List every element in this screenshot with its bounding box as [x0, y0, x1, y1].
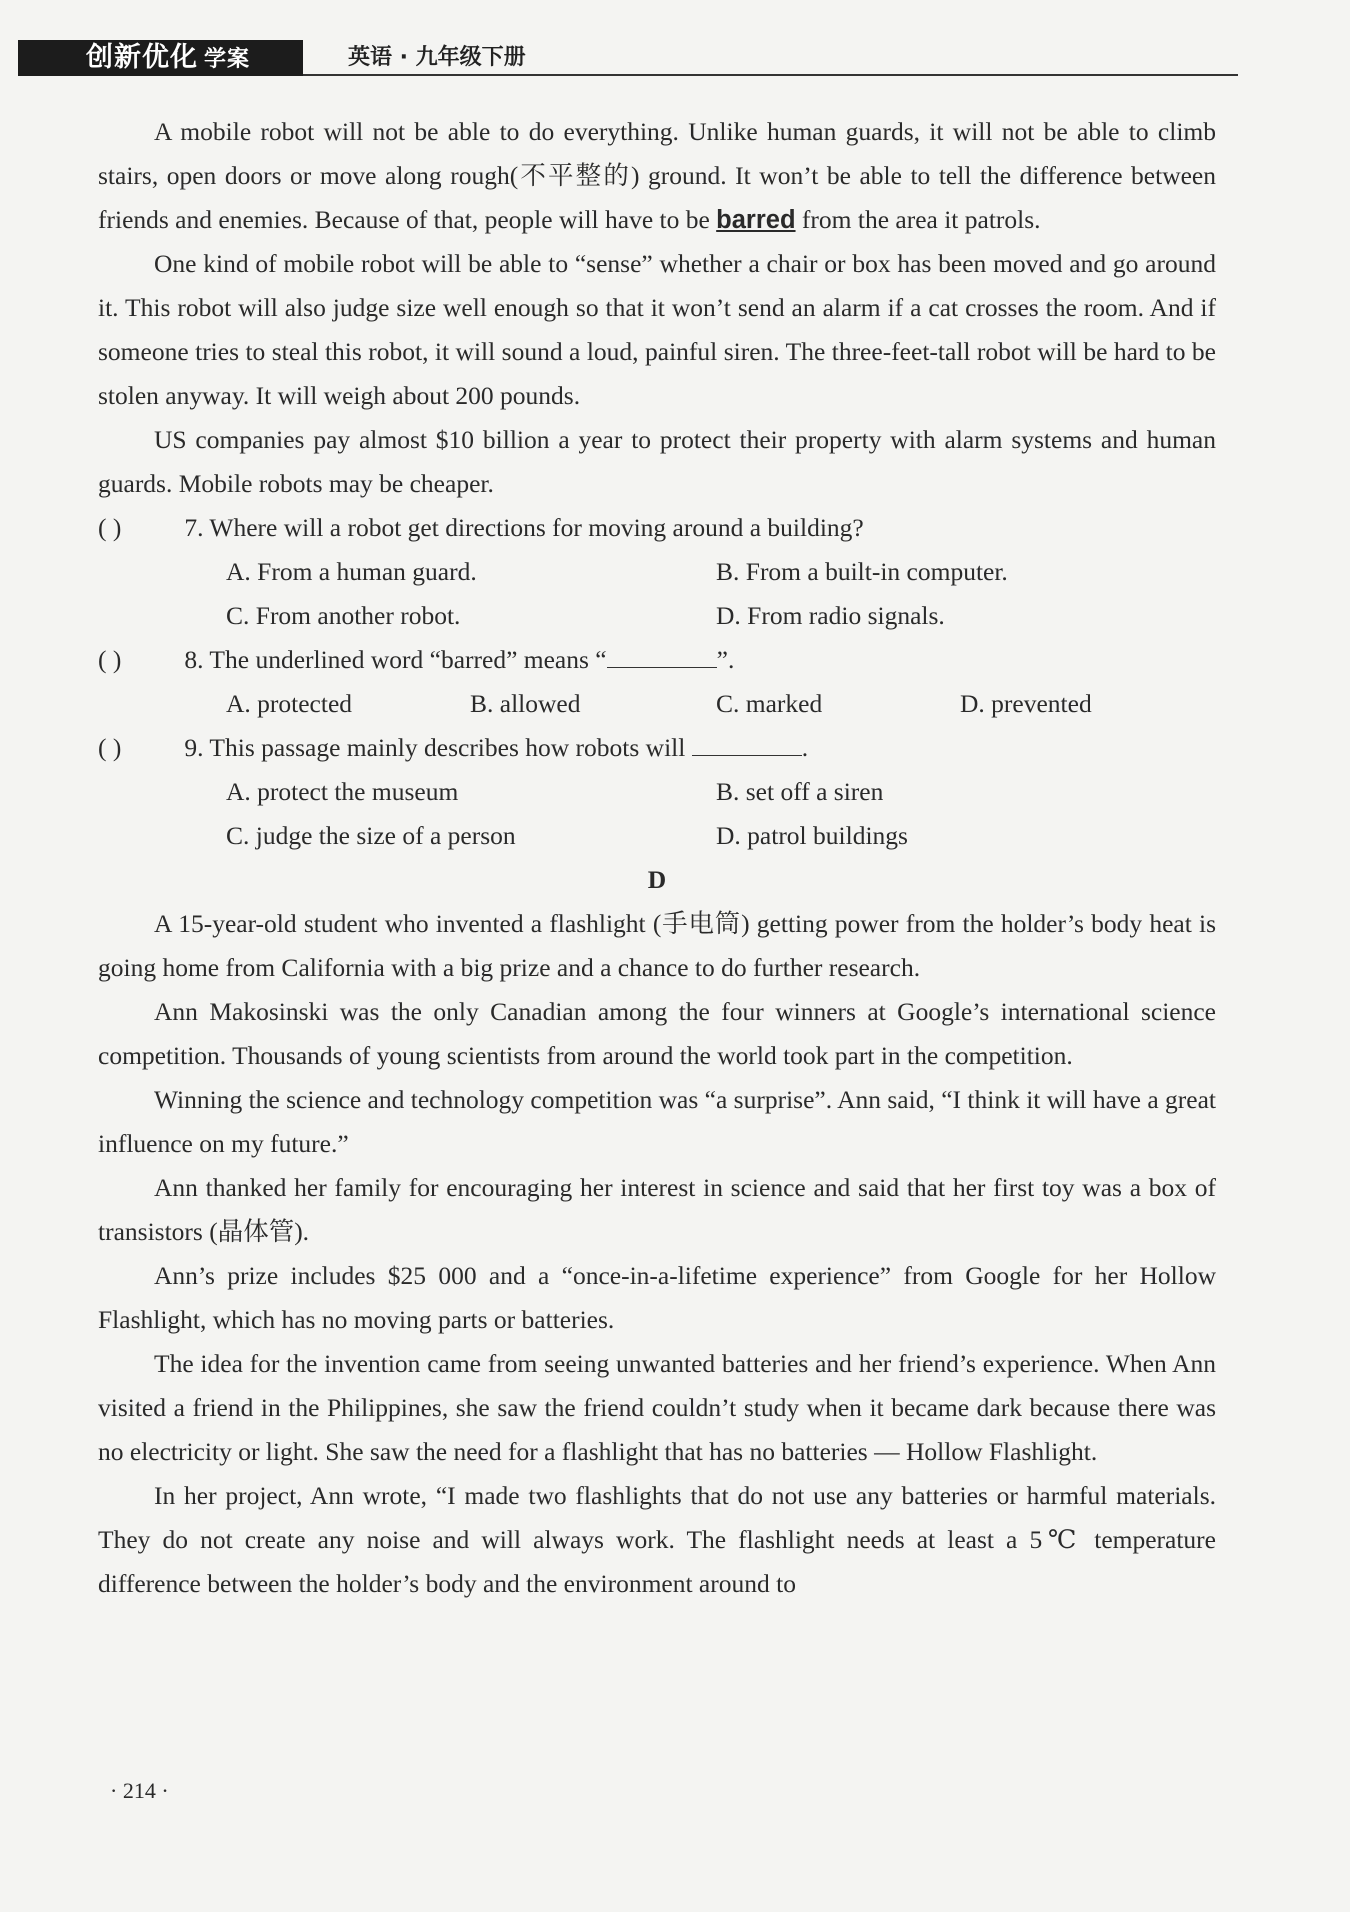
question-number: 8.	[184, 645, 204, 674]
subject-title: 英语 · 九年级下册	[348, 45, 526, 70]
question-number: 9.	[184, 733, 204, 762]
question-stem-end: ”.	[716, 645, 735, 674]
answer-bracket[interactable]: ( )	[98, 645, 122, 674]
question-stem: This passage mainly describes how robots will	[209, 733, 692, 762]
page-content	[98, 110, 1216, 1606]
option-a: A. protected	[226, 689, 353, 718]
passage-d-paragraph: In her project, Ann wrote, “I made two flashlights that do not use any batteries or harmful materials. They do not create any noise and will always work. The flashlight needs at least a 5℃ temperature difference between the holder’s body and the environment around to	[98, 1481, 1216, 1598]
passage-d-paragraph: A 15-year-old student who invented a flashlight (手电筒) getting power from the holder’s body heat is going home from California with a big prize and a chance to do further research.	[98, 909, 1216, 982]
paragraph-text: from the area it patrols.	[795, 205, 1041, 234]
underlined-word: barred	[716, 206, 796, 234]
question-stem-end: .	[801, 733, 809, 762]
question-stem: Where will a robot get directions for moving around a building?	[209, 513, 864, 542]
option-d: D. From radio signals.	[716, 601, 945, 630]
answer-blank[interactable]	[692, 729, 802, 756]
option-b: B. set off a siren	[716, 777, 884, 806]
options-row	[98, 550, 1216, 594]
option-d: D. patrol buildings	[716, 821, 908, 850]
passage-d-paragraph: Ann Makosinski was the only Canadian among the four winners at Google’s international science competition. Thousands of young scientists from around the world took part in the competition.	[98, 997, 1216, 1070]
question-number: 7.	[184, 513, 204, 542]
brand-name: 创新优化	[86, 42, 198, 73]
page-header	[18, 40, 1218, 80]
options-row	[98, 682, 1216, 726]
option-b: B. From a built-in computer.	[716, 557, 1008, 586]
question-9	[98, 726, 1216, 770]
header-rule	[303, 74, 1238, 76]
options-row	[98, 594, 1216, 638]
passage-d-paragraph: Winning the science and technology competition was “a surprise”. Ann said, “I think it will have a great influence on my future.”	[98, 1085, 1216, 1158]
passage-d-paragraph: Ann thanked her family for encouraging her interest in science and said that her first toy was a box of transistors (晶体管).	[98, 1173, 1216, 1246]
option-a: A. protect the museum	[226, 777, 459, 806]
option-b: B. allowed	[470, 689, 581, 718]
brand-tag: 学案	[204, 47, 251, 72]
paragraph-text: A mobile robot will not be able to do everything. Unlike human guards, it will not be able to climb stairs, open doors or move along rough(不平整的) ground. It won’t be able to tell the difference between friends and enemies. Because of that, people will have to be	[98, 117, 1216, 234]
option-a: A. From a human guard.	[226, 557, 477, 586]
option-c: C. marked	[716, 689, 823, 718]
passage-d-paragraph: The idea for the invention came from seeing unwanted batteries and her friend’s experience. When Ann visited a friend in the Philippines, she saw the friend couldn’t study when it became dark because there was no electricity or light. She saw the need for a flashlight that has no batteries — Hollow Flashlight.	[98, 1349, 1216, 1466]
passage-c-paragraph-1	[98, 110, 1216, 242]
passage-d-paragraph: Ann’s prize includes $25 000 and a “once-in-a-lifetime experience” from Google for her Hollow Flashlight, which has no moving parts or batteries.	[98, 1261, 1216, 1334]
brand-logo	[18, 40, 303, 76]
question-stem: The underlined word “barred” means “	[209, 645, 607, 674]
options-row	[98, 814, 1216, 858]
answer-bracket[interactable]: ( )	[98, 513, 122, 542]
option-d: D. prevented	[960, 689, 1092, 718]
option-c: C. judge the size of a person	[226, 821, 516, 850]
option-c: C. From another robot.	[226, 601, 461, 630]
options-row	[98, 770, 1216, 814]
page-number: · 214 ·	[110, 1778, 169, 1803]
passage-c-paragraph-3: US companies pay almost $10 billion a year to protect their property with alarm systems and human guards. Mobile robots may be cheaper.	[98, 425, 1216, 498]
section-label: D	[647, 865, 667, 894]
question-8	[98, 638, 1216, 682]
passage-c-paragraph-2: One kind of mobile robot will be able to “sense” whether a chair or box has been moved and go around it. This robot will also judge size well enough so that it won’t send an alarm if a cat crosses the room. And if someone tries to steal this robot, it will sound a loud, painful siren. The three-feet-tall robot will be hard to be stolen anyway. It will weigh about 200 pounds.	[98, 249, 1216, 410]
question-7	[98, 506, 1216, 550]
passage-d	[98, 902, 1216, 1606]
answer-blank[interactable]	[607, 641, 717, 668]
answer-bracket[interactable]: ( )	[98, 733, 122, 762]
